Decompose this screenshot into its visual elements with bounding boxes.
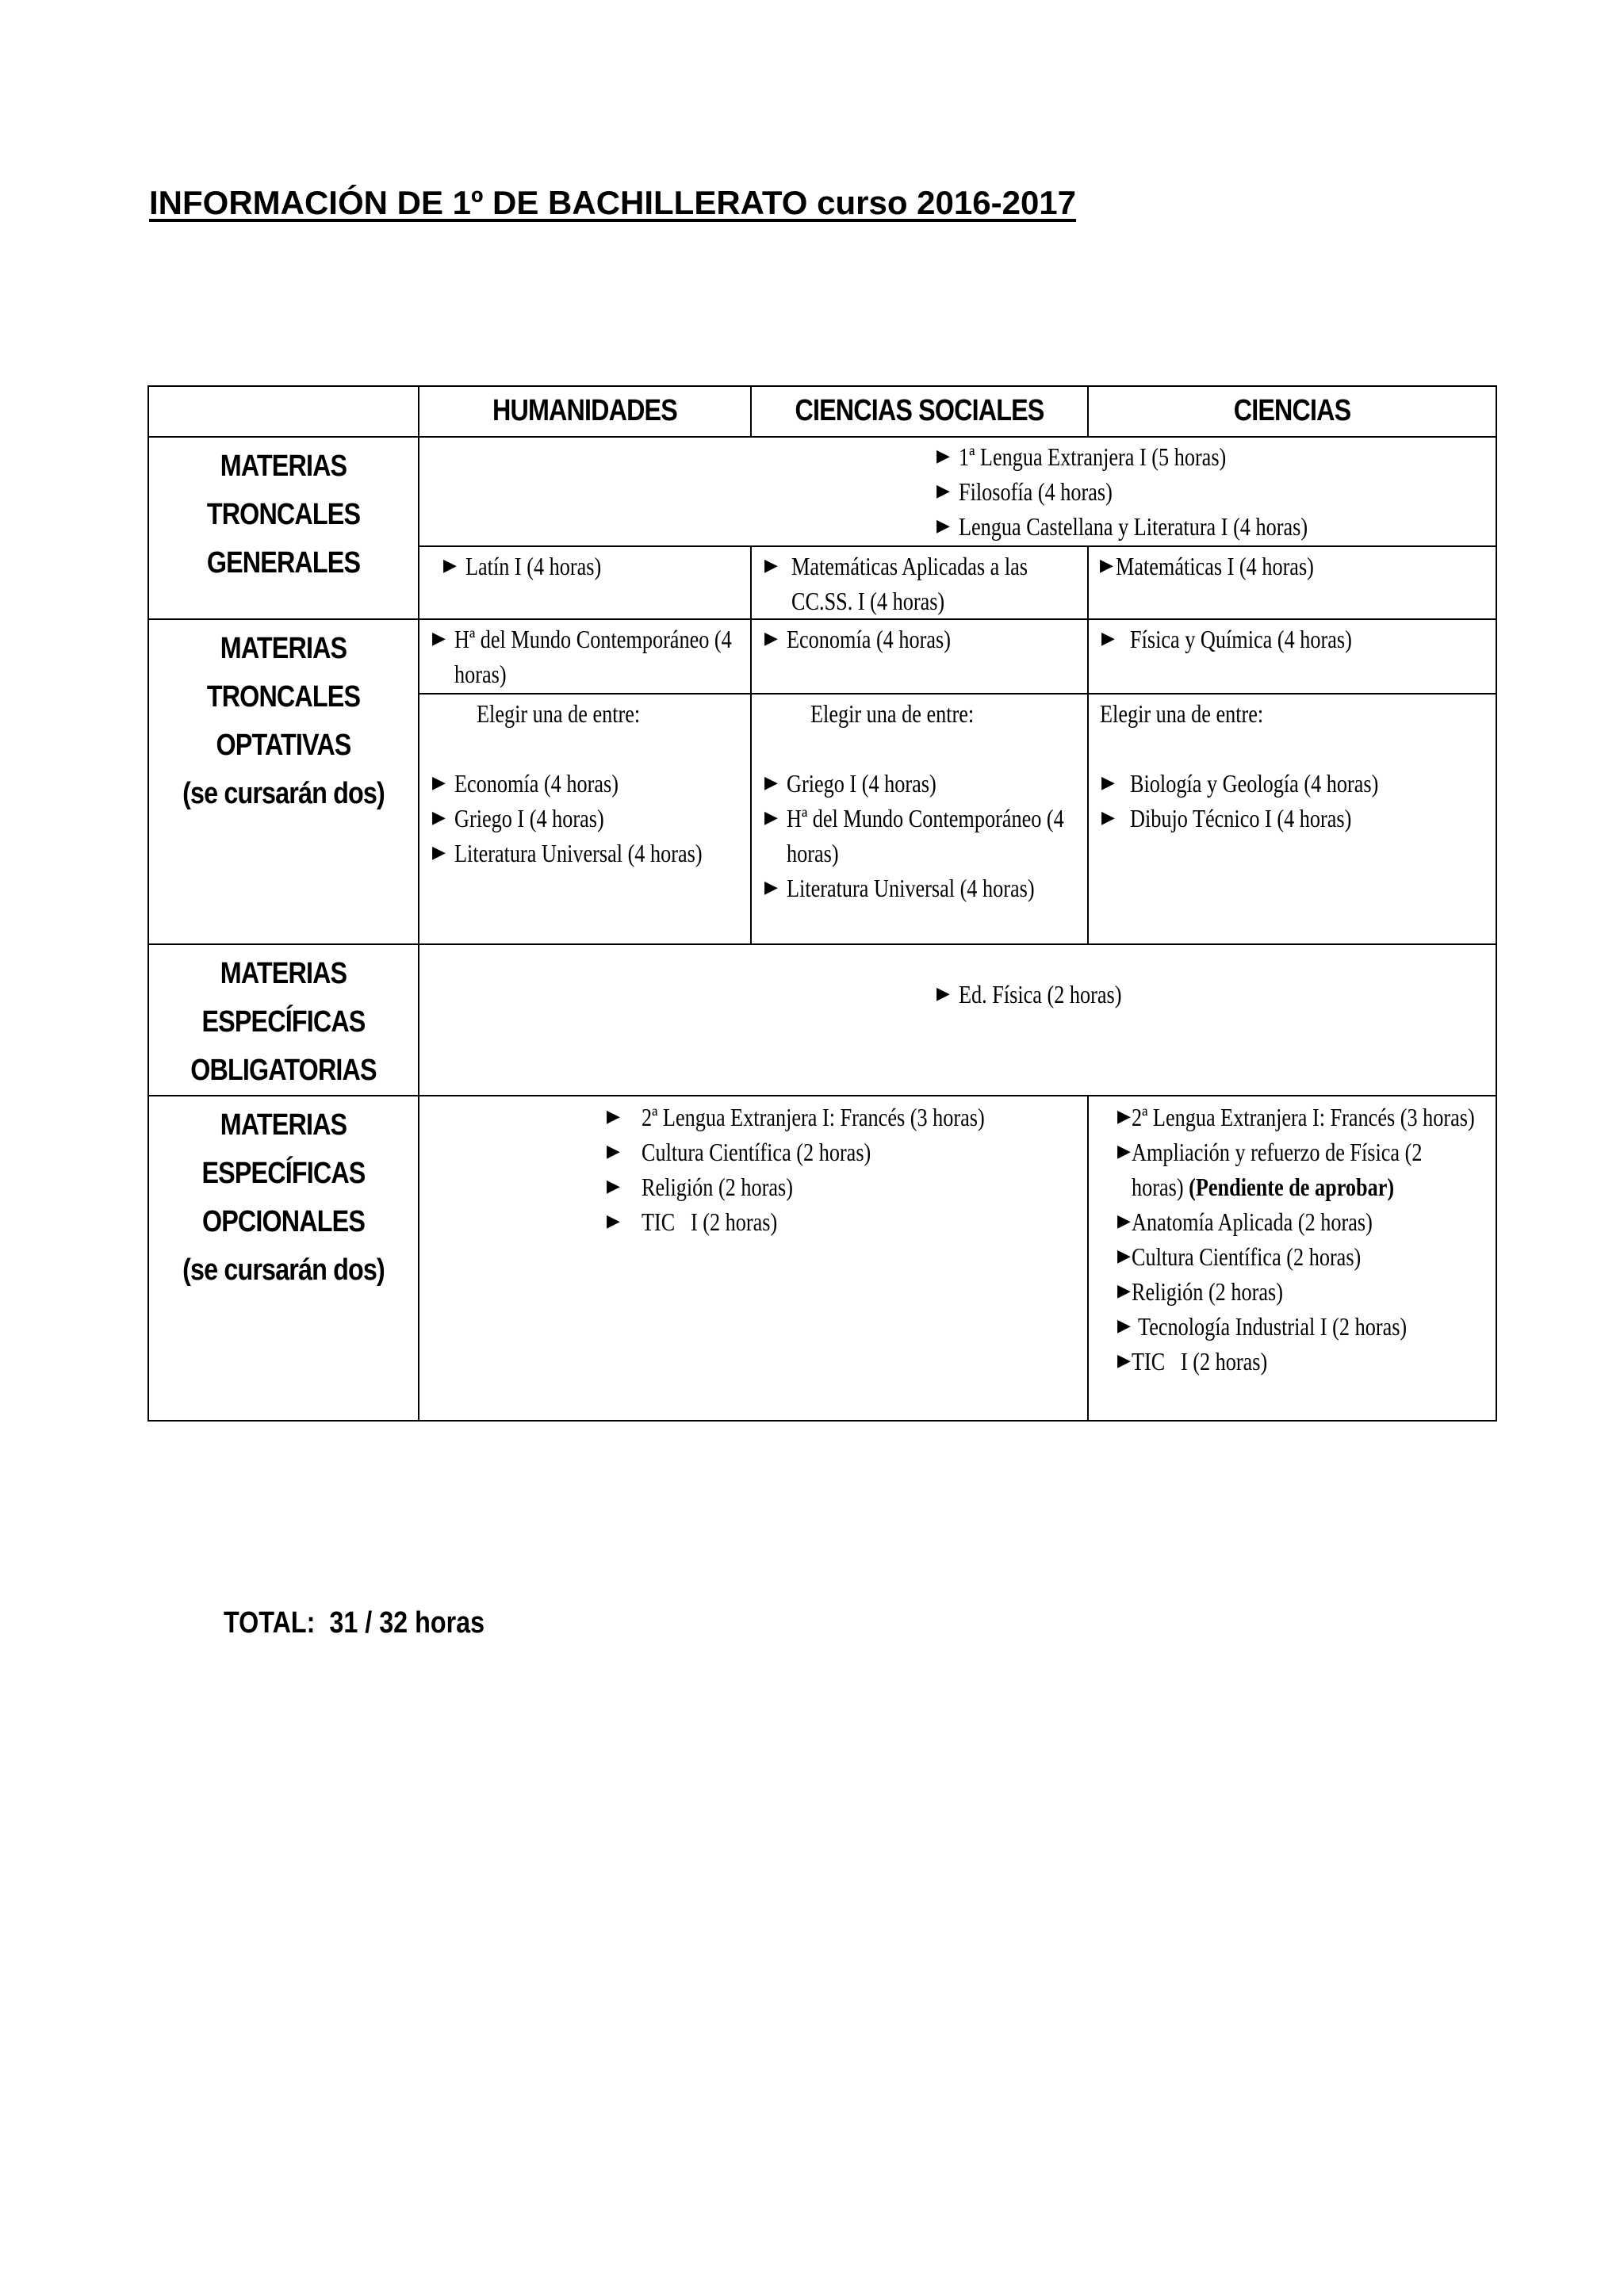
especificas-opcionales-ciencias [1088, 1096, 1496, 1421]
list-item: ▶ Física y Química (4 horas) [1100, 622, 1496, 656]
list-item: ▶ Griego I (4 horas) [431, 801, 750, 836]
list-item: ▶ Hª del Mundo Contemporáneo (4 horas) [763, 801, 1087, 871]
list-item: ▶ Dibujo Técnico I (4 horas) [1100, 801, 1496, 836]
troncales-generales-humanidades [419, 546, 751, 619]
list-item: ▶ Biología y Geología (4 horas) [1100, 766, 1496, 801]
corner-cell [148, 386, 419, 437]
list-item: ▶ 1ª Lengua Extranjera I (5 horas) [935, 439, 1496, 474]
list-item: ▶ Anatomía Aplicada (2 horas) [1116, 1204, 1496, 1239]
page-title: INFORMACIÓN DE 1º DE BACHILLERATO curso 2016-2017 [149, 184, 1077, 221]
list-item: ▶ Matemáticas I (4 horas) [1098, 549, 1496, 584]
row-troncales-optativas-fixed [148, 619, 1496, 694]
especificas-opcionales-hum-soc [419, 1096, 1088, 1421]
troncales-generales-common-cell [419, 437, 1496, 546]
troncales-optativas-humanidades-fixed [419, 619, 751, 694]
column-header-ciencias: CIENCIAS [1088, 386, 1496, 437]
list-item: ▶ Cultura Científica (2 horas) [605, 1135, 1087, 1169]
row-header-especificas-obligatorias: MATERIAS ESPECÍFICAS OBLIGATORIAS [148, 944, 419, 1096]
list-item: ▶ 2ª Lengua Extranjera I: Francés (3 horas) [1116, 1100, 1496, 1135]
list-item: ▶ Matemáticas Aplicadas a las CC.SS. I (4 horas) [763, 549, 1087, 618]
list-item: ▶ Lengua Castellana y Literatura I (4 horas) [935, 509, 1496, 544]
row-header-troncales-generales: MATERIAS TRONCALES GENERALES [148, 437, 419, 619]
column-header-ciencias-sociales: CIENCIAS SOCIALES [751, 386, 1088, 437]
column-header-humanidades: HUMANIDADES [419, 386, 751, 437]
row-especificas-opcionales [148, 1096, 1496, 1421]
total-hours: TOTAL: 31 / 32 horas [224, 1606, 485, 1640]
list-item: ▶ Economía (4 horas) [763, 622, 1087, 656]
list-item: ▶ TIC I (2 horas) [605, 1204, 1087, 1239]
troncales-generales-sociales [751, 546, 1088, 619]
list-item: ▶ Religión (2 horas) [1116, 1274, 1496, 1309]
troncales-optativas-humanidades-options: Elegir una de entre: ▶ Economía (4 horas) ▶ Griego I (4 horas) ▶ Literatura Universal (4 horas) [419, 694, 751, 944]
especificas-obligatorias-cell [419, 944, 1496, 1096]
list-item: ▶ TIC I (2 horas) [1116, 1344, 1496, 1379]
list-item: ▶ Ed. Física (2 horas) [935, 977, 1496, 1012]
troncales-generales-ciencias [1088, 546, 1496, 619]
troncales-optativas-ciencias-fixed [1088, 619, 1496, 694]
troncales-optativas-ciencias-options: Elegir una de entre: ▶ Biología y Geología (4 horas) ▶ Dibujo Técnico I (4 horas) [1088, 694, 1496, 944]
table-header-row [148, 386, 1496, 437]
list-item: ▶ Hª del Mundo Contemporáneo (4 horas) [431, 622, 750, 691]
list-item: ▶ Filosofía (4 horas) [935, 474, 1496, 509]
list-item: ▶ Latín I (4 horas) [442, 549, 750, 584]
list-item: ▶ Tecnología Industrial I (2 horas) [1116, 1309, 1496, 1344]
list-item: ▶ Literatura Universal (4 horas) [763, 871, 1087, 905]
row-header-especificas-opcionales: MATERIAS ESPECÍFICAS OPCIONALES (se cursarán dos) [148, 1096, 419, 1421]
row-header-troncales-optativas: MATERIAS TRONCALES OPTATIVAS (se cursarán dos) [148, 619, 419, 944]
subjects-table [147, 385, 1497, 1422]
list-item: ▶ Religión (2 horas) [605, 1169, 1087, 1204]
list-item: ▶ 2ª Lengua Extranjera I: Francés (3 horas) [605, 1100, 1087, 1135]
list-item: ▶ Ampliación y refuerzo de Física (2 horas) (Pendiente de aprobar) [1116, 1135, 1496, 1204]
row-especificas-obligatorias [148, 944, 1496, 1096]
list-item: ▶ Literatura Universal (4 horas) [431, 836, 750, 871]
troncales-optativas-sociales-options: Elegir una de entre: ▶ Griego I (4 horas) ▶ Hª del Mundo Contemporáneo (4 horas) ▶ Literatura Universal (4 horas) [751, 694, 1088, 944]
list-item: ▶ Cultura Científica (2 horas) [1116, 1239, 1496, 1274]
list-item: ▶ Griego I (4 horas) [763, 766, 1087, 801]
troncales-optativas-sociales-fixed [751, 619, 1088, 694]
row-troncales-generales-common [148, 437, 1496, 546]
list-item: ▶ Economía (4 horas) [431, 766, 750, 801]
